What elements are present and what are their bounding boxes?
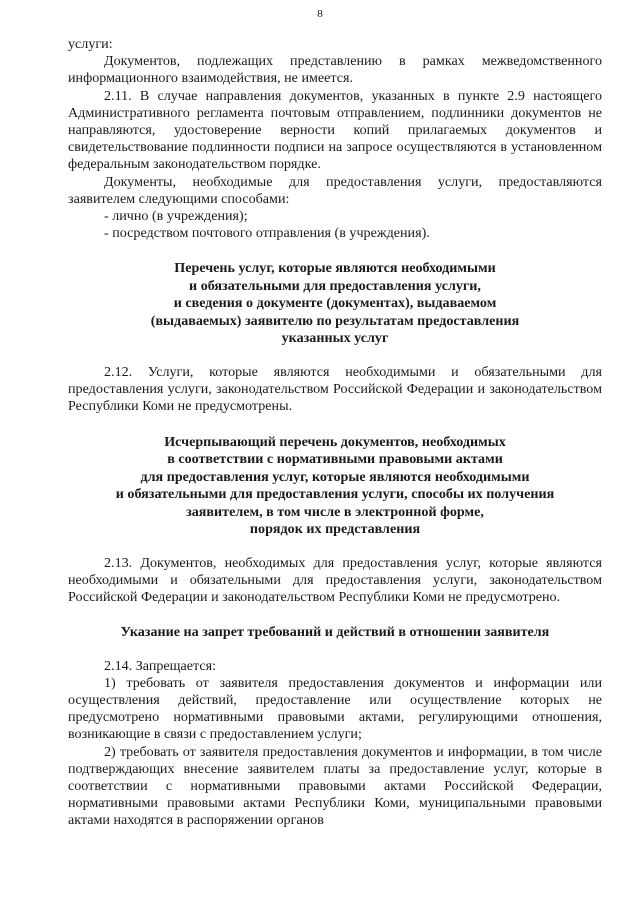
paragraph-2-11: 2.11. В случае направления документов, указанных в пункте 2.9 настоящего Административного регламента почтовым отправлением, подлинники документов не направляются, удостоверение верности копий прилагаемых документов и свидетельствование подлинности подписи на запросе осуществляются в установленном федеральным законодательством порядке. [68, 87, 602, 173]
section-heading-document-list [68, 434, 602, 539]
heading-line: указанных услуг [281, 330, 389, 347]
document-body [68, 36, 602, 830]
paragraph-2-12: 2.12. Услуги, которые являются необходимыми и обязательными для предоставления услуги, законодательством Российской Федерации и законодательством Республики Коми не предусмотрены. [68, 363, 602, 415]
paragraph-submission-methods: Документы, необходимые для предоставления услуги, предоставляются заявителем следующими способами: [68, 173, 602, 207]
paragraph-interagency: Документов, подлежащих представлению в рамках межведомственного информационного взаимодействия, не имеется. [68, 53, 602, 87]
heading-line: для предоставления услуг, которые являются необходимыми [140, 468, 530, 485]
list-item-in-person: - лично (в учреждения); [104, 208, 248, 225]
heading-line: в соответствии с нормативными правовыми актами [167, 451, 503, 468]
heading-line: Перечень услуг, которые являются необходимыми [174, 260, 496, 277]
heading-line: (выдаваемых) заявителю по результатам предоставления [150, 312, 520, 329]
section-heading-required-services [68, 260, 602, 348]
heading-line: и обязательными для предоставления услуги, [189, 277, 481, 294]
paragraph-2-14: 2.14. Запрещается: [104, 657, 217, 674]
heading-line: и сведения о документе (документах), выдаваемом [173, 295, 497, 312]
section-heading-prohibitions [68, 624, 602, 642]
paragraph-prohibition-1: 1) требовать от заявителя предоставления документов и информации или осуществления действий, предоставление или осуществление которых не предусмотрено нормативными правовыми актами, регулирующими отношения, возникающие в связи с предоставлением услуги; [68, 674, 602, 743]
paragraph-prohibition-2: 2) требовать от заявителя предоставления документов и информации, в том числе подтверждающих внесение заявителем платы за предоставление услуг, которые в соответствии с нормативными правовыми актами Российской Федерации, нормативными правовыми актами Республики Коми, муниципальными правовыми актами находятся в распоряжении органов [68, 743, 602, 829]
heading-line: порядок их представления [249, 521, 421, 538]
page-number: 8 [317, 8, 323, 20]
heading-line: Исчерпывающий перечень документов, необходимых [164, 433, 506, 450]
list-item-by-post: - посредством почтового отправления (в учреждения). [104, 225, 430, 242]
heading-line: и обязательными для предоставления услуги, способы их получения [115, 486, 555, 503]
paragraph-continuation: услуги: [68, 36, 113, 52]
heading-line: Указание на запрет требований и действий в отношении заявителя [120, 624, 550, 641]
heading-line: заявителем, в том числе в электронной форме, [186, 503, 484, 520]
paragraph-2-13: 2.13. Документов, необходимых для предоставления услуг, которые являются необходимыми и обязательными для предоставления услуги, законодательством Российской Федерации и законодательством Республики Коми не предусмотрено. [68, 554, 602, 605]
